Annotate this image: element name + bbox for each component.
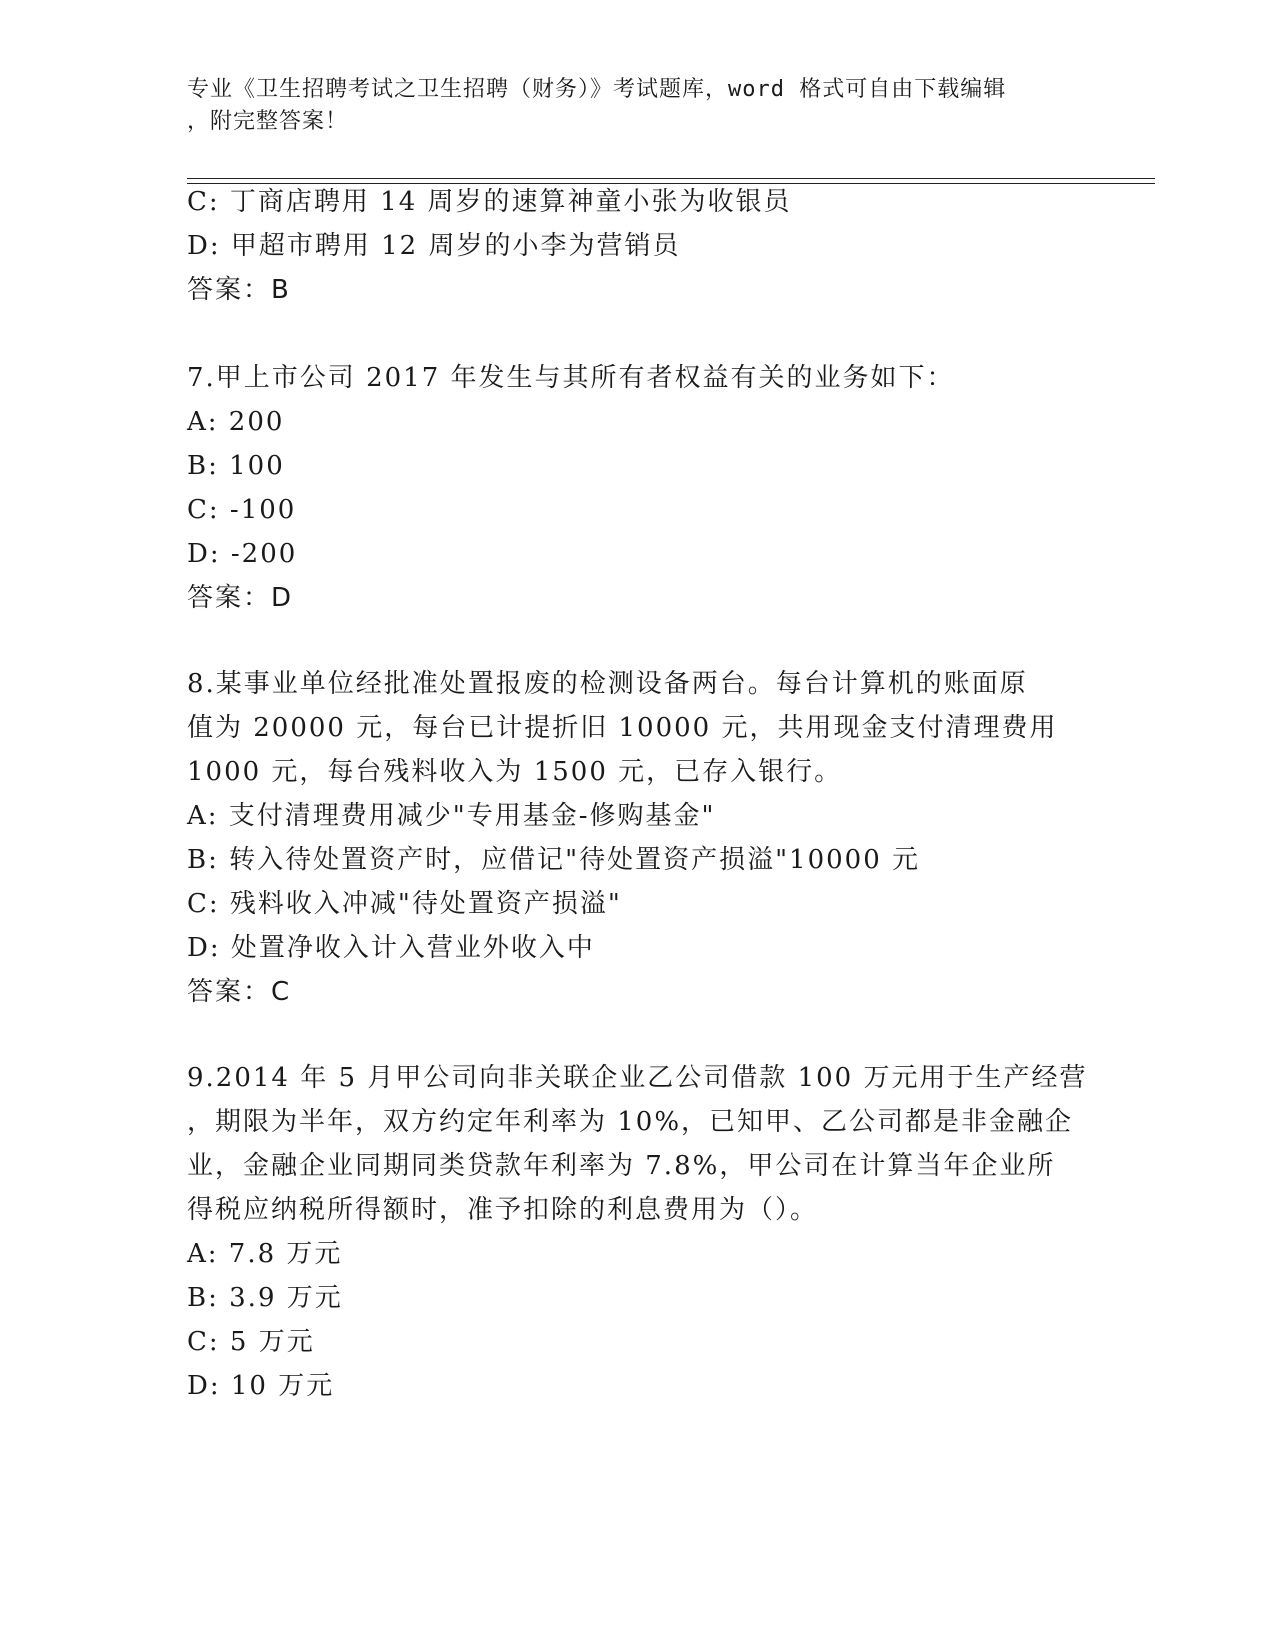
q8-option-c: C: 残料收入冲减"待处置资产损溢" — [187, 889, 622, 919]
q6-option-d: D: 甲超市聘用 12 周岁的小李为营销员 — [187, 231, 681, 261]
q7-option-a: A: 200 — [187, 407, 285, 437]
q8-stem-line: 值为 20000 元，每台已计提折旧 10000 元，共用现金支付清理费用 — [187, 713, 1058, 743]
q9-option-d: D: 10 万元 — [187, 1371, 335, 1401]
q8-answer: 答案：C — [187, 977, 292, 1007]
q7-option-c: C: -100 — [187, 495, 297, 525]
document-header — [187, 74, 1067, 138]
q8-stem-line: 1000 元，每台残料收入为 1500 元，已存入银行。 — [187, 757, 843, 787]
header-line-2: ，附完整答案！ — [187, 109, 349, 134]
q7-answer: 答案：D — [187, 583, 294, 613]
q9-option-b: B: 3.9 万元 — [187, 1283, 343, 1313]
q9-stem-line: ，期限为半年，双方约定年利率为 10%，已知甲、乙公司都是非金融企 — [187, 1107, 1074, 1137]
q6-answer: 答案：B — [187, 275, 291, 305]
q7-option-d: D: -200 — [187, 539, 298, 569]
q9-option-a: A: 7.8 万元 — [187, 1239, 343, 1269]
q9-stem-line: 9.2014 年 5 月甲公司向非关联企业乙公司借款 100 万元用于生产经营 — [187, 1063, 1088, 1093]
q9-stem-line: 业，金融企业同期同类贷款年利率为 7.8%，甲公司在计算当年企业所 — [187, 1151, 1056, 1181]
q8-stem-line: 8.某事业单位经批准处置报废的检测设备两台。每台计算机的账面原 — [187, 669, 1028, 699]
q8-option-b: B: 转入待处置资产时，应借记"待处置资产损溢"10000 元 — [187, 845, 921, 875]
header-divider-bottom — [187, 183, 1155, 184]
header-line-1: 专业《卫生招聘考试之卫生招聘（财务）》考试题库，word 格式可自由下载编辑 — [187, 77, 1007, 102]
q7-option-b: B: 100 — [187, 451, 285, 481]
q6-option-c: C: 丁商店聘用 14 周岁的速算神童小张为收银员 — [187, 187, 792, 217]
q8-option-d: D: 处置净收入计入营业外收入中 — [187, 933, 595, 963]
q8-option-a: A: 支付清理费用减少"专用基金-修购基金" — [187, 801, 716, 831]
q7-stem: 7.甲上市公司 2017 年发生与其所有者权益有关的业务如下： — [187, 363, 955, 393]
q9-stem-line: 得税应纳税所得额时，准予扣除的利息费用为（）。 — [187, 1195, 819, 1225]
header-divider-top — [187, 178, 1155, 179]
q9-option-c: C: 5 万元 — [187, 1327, 315, 1357]
